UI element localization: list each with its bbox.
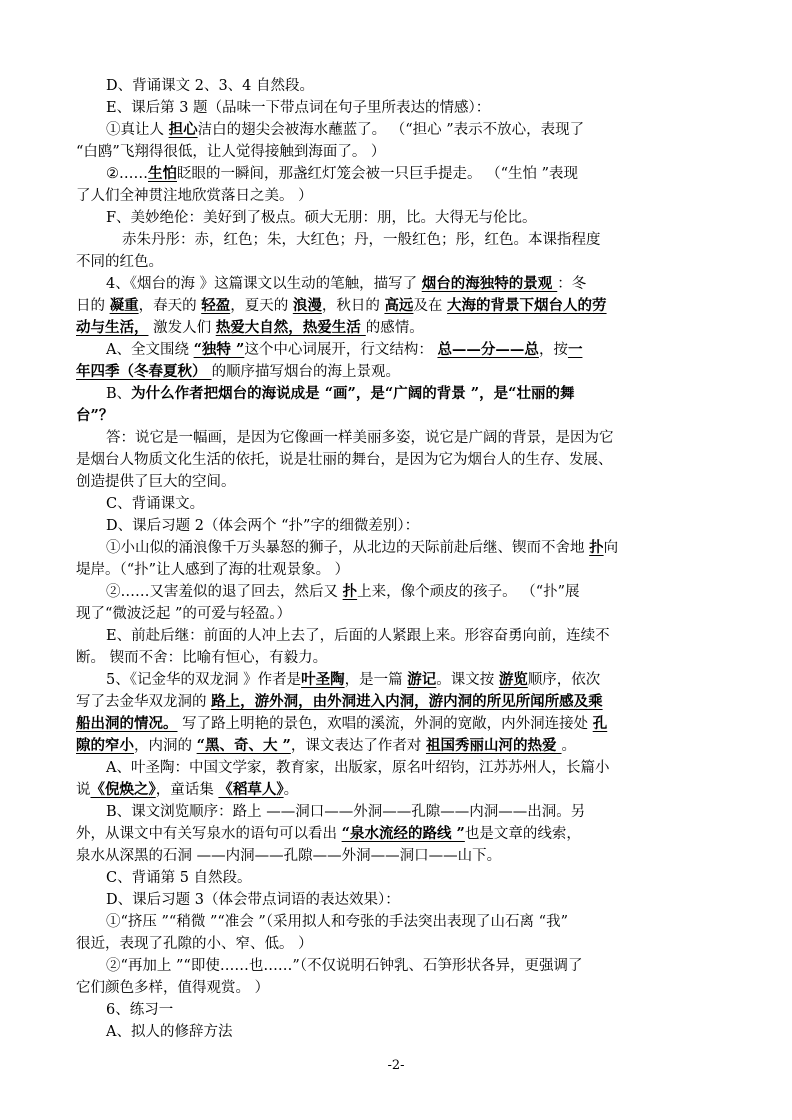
text-line xyxy=(76,296,716,316)
line-text: 日的 xyxy=(76,298,110,314)
line-text: F、美妙绝伦：美好到了极点。硕大无朋：朋，比。大得无与伦比。 xyxy=(106,210,537,226)
text-line xyxy=(76,934,716,954)
line-text: D、背诵课文 2、3、4 自然段。 xyxy=(106,78,315,94)
text-line xyxy=(76,362,716,382)
line-text: 是烟台人物质文化生活的依托，说是壮丽的舞台，是因为它为烟台人的生存、发展、 xyxy=(76,452,613,468)
line-text: 4、《烟台的海 》这篇课文以生动的笔触，描写了 xyxy=(106,276,422,292)
emphasized-text: “黑、奇、大 ” xyxy=(196,737,291,754)
line-text: ，夏天的 xyxy=(230,298,293,314)
page-number: -2- xyxy=(387,1058,405,1073)
line-text: 。课文按 xyxy=(436,672,499,688)
emphasized-text: 年四季（冬春夏秋） xyxy=(76,363,212,380)
line-text: 说 xyxy=(76,782,91,798)
line-text: ：冬 xyxy=(557,276,587,292)
line-text: 外，从课文中有关写泉水的语句可以看出 xyxy=(76,826,342,842)
emphasized-text: 《倪焕之》 xyxy=(90,781,156,798)
line-text: ，童话集 xyxy=(155,782,219,798)
line-text: ①小山似的涌浪像千万头暴怒的狮子，从北边的天际前赴后继、锲而不舍地 xyxy=(106,540,590,556)
emphasized-text: 扑 xyxy=(342,583,358,600)
line-text: A、叶圣陶：中国文学家，教育家，出版家，原名叶绍钧，江苏苏州人，长篇小 xyxy=(106,760,610,776)
text-line xyxy=(76,978,716,998)
line-text: 创造提供了巨大的空间。 xyxy=(76,474,236,490)
emphasized-text: 轻盈 xyxy=(201,297,231,314)
emphasized-text: 祖国秀丽山河的热爱 xyxy=(425,737,562,754)
line-text: D、课后习题 2（体会两个 “扑”字的细微差别）： xyxy=(106,518,420,534)
text-line xyxy=(106,340,716,360)
line-text: 写了去金华双龙洞的 xyxy=(76,694,212,710)
line-text: 它们颜色多样，值得观赏。 ） xyxy=(76,980,270,996)
text-line xyxy=(106,956,716,976)
emphasized-text: 热爱大自然，热爱生活 xyxy=(215,319,366,336)
text-line xyxy=(106,670,716,690)
text-line xyxy=(106,384,716,404)
line-text: 眨眼的一瞬间，那盏红灯笼会被一只巨手提走。 （“生怕 ”表现 xyxy=(177,166,579,182)
line-text: ②……又害羞似的退了回去，然后又 xyxy=(106,584,343,600)
text-line xyxy=(106,890,716,910)
text-line xyxy=(106,76,716,96)
text-line xyxy=(106,582,716,602)
text-line xyxy=(76,714,716,734)
line-text: 写了路上明艳的景色，欢唱的溪流，外洞的宽敞，内外洞连接处 xyxy=(177,716,593,732)
emphasized-text: 浪漫 xyxy=(292,297,322,314)
text-line xyxy=(106,494,716,514)
line-text: 顺序，依次 xyxy=(527,672,601,688)
text-line xyxy=(106,626,716,646)
line-text: 5、《记金华的双龙洞 》作者是 xyxy=(106,672,302,688)
line-text: ，按 xyxy=(538,342,568,358)
emphasized-text: 生怕 xyxy=(148,165,177,182)
line-text: ②“再加上 ”“即使……也……”（不仅说明石钟乳、石笋形状各异，更强调了 xyxy=(106,958,583,974)
text-line xyxy=(106,868,716,888)
emphasized-text: 为什么作者把烟台的海说成是 “画”，是“广阔的背景 ”，是“壮丽的舞 xyxy=(131,385,575,402)
line-text: 6、练习一 xyxy=(106,1002,174,1018)
emphasized-text: 烟台的海独特的景观 xyxy=(421,275,558,292)
line-text: ①真让人 xyxy=(106,122,169,138)
line-text: 。 xyxy=(561,738,577,754)
text-line xyxy=(76,846,716,866)
emphasized-text: 游览 xyxy=(498,671,528,688)
text-line xyxy=(76,318,716,338)
line-text: 现了“微波泛起 ”的可爱与轻盈。） xyxy=(76,606,292,622)
line-text: C、背诵第 5 自然段。 xyxy=(106,870,252,886)
text-line xyxy=(106,1022,716,1042)
line-text: “白鸥”飞翔得很低，让人觉得接触到海面了。 ） xyxy=(76,144,386,160)
line-text: ，是一篇 xyxy=(344,672,408,688)
emphasized-text: 隙的窄小 xyxy=(76,737,134,754)
text-line xyxy=(122,230,716,250)
line-text: ，课文表达了作者对 xyxy=(290,738,426,754)
line-text: 的顺序描写烟台的海上景观。 xyxy=(211,364,401,380)
emphasized-text: 游记 xyxy=(407,671,437,688)
text-line xyxy=(106,208,716,228)
emphasized-text: 凝重 xyxy=(109,297,139,314)
text-line xyxy=(106,516,716,536)
text-line xyxy=(76,604,716,624)
line-text: 激发人们 xyxy=(148,320,216,336)
emphasized-text: 高远 xyxy=(384,297,414,314)
text-line xyxy=(76,142,716,162)
text-line xyxy=(106,758,716,778)
line-text: 断。 锲而不舍：比喻有恒心，有毅力。 xyxy=(76,650,328,666)
line-text: 的感情。 xyxy=(365,320,424,336)
text-line xyxy=(106,120,716,140)
text-line xyxy=(106,912,716,932)
text-line xyxy=(76,406,716,426)
text-line xyxy=(76,450,716,470)
line-text: E、前赴后继：前面的人冲上去了，后面的人紧跟上来。形容奋勇向前，连续不 xyxy=(106,628,610,644)
line-text: 堤岸。（“扑”让人感到了海的壮观景象。 ） xyxy=(76,562,350,578)
line-text: ，秋日的 xyxy=(321,298,385,314)
text-line xyxy=(106,164,716,184)
emphasized-text: 扑 xyxy=(589,539,604,556)
text-line xyxy=(106,274,716,294)
line-text: 了人们全神贯注地欣赏落日之美。 ） xyxy=(76,188,313,204)
emphasized-text: 大海的背景下烟台人的劳 xyxy=(447,297,607,314)
line-text: E、课后第 3 题（品味一下带点词在句子里所表达的情感）： xyxy=(106,100,491,116)
text-line xyxy=(76,824,716,844)
line-text: A、全文围绕 xyxy=(106,342,194,358)
line-text: 也是文章的线索， xyxy=(464,826,581,842)
line-text: D、课后习题 3（体会带点词语的表达效果）： xyxy=(106,892,400,908)
line-text: 不同的红色。 xyxy=(76,254,163,270)
emphasized-text: 动与生活， xyxy=(76,319,149,336)
line-text: 上来，像个顽皮的孩子。 （“扑”展 xyxy=(357,584,580,600)
line-text: 向 xyxy=(603,540,619,556)
line-text: 赤朱丹彤：赤，红色；朱，大红色；丹，一般红色；彤，红色。本课指程度 xyxy=(122,232,601,248)
text-line xyxy=(76,648,716,668)
line-text: ，内洞的 xyxy=(134,738,197,754)
text-line xyxy=(106,538,716,558)
line-text: 很近，表现了孔隙的小、窄、低。 ） xyxy=(76,936,313,952)
emphasized-text: 孔 xyxy=(592,715,608,732)
line-text: B、 xyxy=(106,386,132,402)
emphasized-text: 担心 xyxy=(168,121,198,138)
line-text: B、课文浏览顺序：路上 ——洞口——外洞——孔隙——内洞——出洞。另 xyxy=(106,804,586,820)
emphasized-text: 《稻草人》 xyxy=(218,781,284,798)
text-line xyxy=(106,428,716,448)
emphasized-text: 船出洞的情况。 xyxy=(76,715,178,732)
line-text: ②…… xyxy=(106,166,148,182)
line-text: 答：说它是一幅画，是因为它像画一样美丽多姿，说它是广阔的背景，是因为它 xyxy=(106,430,614,446)
emphasized-text: “泉水流经的路线 ” xyxy=(341,825,465,842)
text-line xyxy=(106,802,716,822)
text-line xyxy=(76,780,716,800)
emphasized-text: “独特 ” xyxy=(193,341,245,358)
line-text: 这个中心词展开，行文结构： xyxy=(244,342,438,358)
emphasized-text: 台”？ xyxy=(76,407,114,424)
text-line xyxy=(76,186,716,206)
emphasized-text: 一 xyxy=(567,341,583,358)
emphasized-text: 总——分——总 xyxy=(437,341,539,358)
text-line xyxy=(76,692,716,712)
emphasized-text: 叶圣陶 xyxy=(301,671,345,688)
line-text: 泉水从深黑的石洞 ——内洞——孔隙——外洞——洞口——山下。 xyxy=(76,848,502,864)
line-text: 。 xyxy=(283,782,299,798)
text-line xyxy=(106,1000,716,1020)
emphasized-text: 路上，游外洞，由外洞进入内洞，游内洞的所见所闻所感及乘 xyxy=(211,693,603,710)
line-text: A、拟人的修辞方法 xyxy=(106,1024,233,1040)
text-line xyxy=(76,560,716,580)
text-line xyxy=(76,736,716,756)
text-line xyxy=(106,98,716,118)
line-text: 洁白的翅尖会被海水蘸蓝了。 （“担心 ”表示不放心，表现了 xyxy=(197,122,585,138)
line-text: ①“挤压 ”“稍微 ”“准会 ”（采用拟人和夸张的手法突出表现了山石离 “我” xyxy=(106,914,568,930)
line-text: C、背诵课文。 xyxy=(106,496,205,512)
line-text: 及在 xyxy=(413,298,448,314)
text-line xyxy=(76,472,716,492)
text-line xyxy=(76,252,716,272)
line-text: ，春天的 xyxy=(138,298,202,314)
